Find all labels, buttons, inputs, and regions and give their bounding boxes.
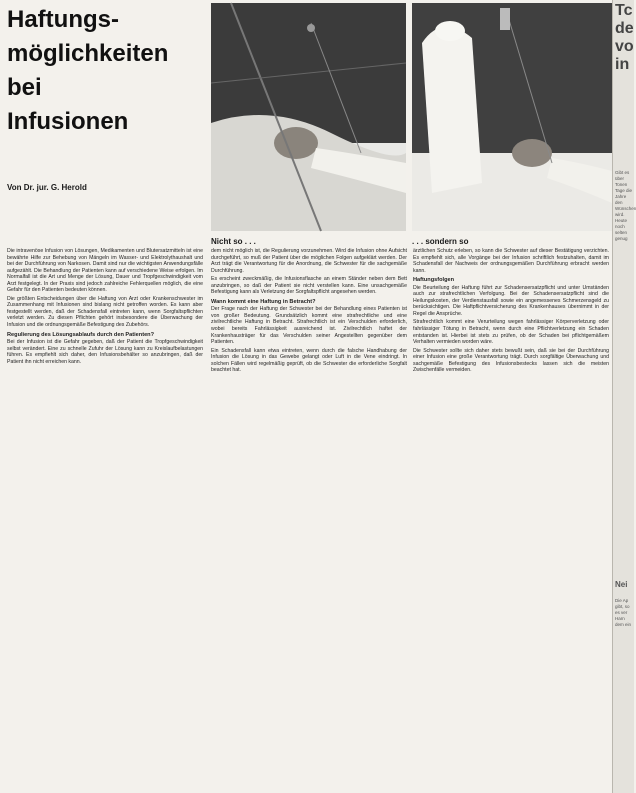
adjacent-snippet: Gibt es über Tonen Tage die Jahre den Wünschen wird. Heute noch selten genug (615, 170, 636, 241)
column-1 (7, 248, 203, 367)
col3-paragraph: ärztlichen Schutz erleben, so kann die Schwester auf dieser Bestätigung verzichten. Es empfiehlt sich, alle Vorgänge bei der Infusion schriftlich festzuhalten, damit im Schadensfall der Nachweis der ordnungsgemäßen Durchführung erbracht werden kann. (413, 248, 609, 274)
col1-paragraph: Die intravenöse Infusion von Lösungen, Medikamenten und Blutersatzmitteln ist eine bewährte Hilfe zur Behebung von Mängeln im Wasser- und Elektrolythaushalt und bei der Durchführung von Narkosen. Damit sind nur die wichtigsten Anwendungsfälle aufgezählt. Die Behandlung der Patienten kann auf verschiedene Weise erfolgen. Im Normalfall ist die Art und Menge der Lösung, Dauer und Tropfgeschwindigkeit vom Arzt festgelegt. In der Praxis sind jedoch zahlreiche Fehlerquellen möglich, die eine Gefahr für den Patienten bedeuten können. (7, 248, 203, 294)
adjacent-heading: Tc de vo in (615, 2, 634, 73)
photo-not-so-image (211, 3, 406, 231)
caption-not-so: Nicht so . . . (211, 237, 256, 246)
photo-not-so (211, 3, 406, 231)
photo-but-so (412, 3, 612, 231)
column-3 (413, 248, 609, 376)
col2-paragraph: Ein Schadensfall kann etwa eintreten, wenn durch die falsche Handhabung der Infusion die Lösung in das Gewebe gelangt oder Luft in die Vene eindringt. In solchen Fällen wird regelmäßig geprüft, ob die Schwester die erforderliche Sorgfalt beachtet hat. (211, 347, 407, 374)
col3-heading: Haftungsfolgen (413, 277, 455, 284)
adjacent-snippet-2: Die Ap gibt, so es ver Harn dem ein (615, 598, 632, 627)
adjacent-page-edge (612, 0, 634, 793)
col3-paragraph: Die Beurteilung der Haftung führt zur Schadensersatzpflicht und unter Umständen auch zur strafrechtlichen Verfolgung. Bei der Schadensersatzpflicht sind die Heilungskosten, der Verdienstausfall sowie ein angemessenes Schmerzensgeld zu berücksichtigen. Die Haftpflichtversicherung des Krankenhauses übernimmt in der Regel die Ansprüche. (413, 284, 609, 317)
photo-but-so-image (412, 3, 612, 231)
col2-paragraph: Es erscheint zweckmäßig, die Infusionsflasche an einem Ständer neben dem Bett anzubringen, so daß der Patient sie nicht verstellen kann. Eine unsachgemäße Befestigung kann als Verletzung der Sorgfaltspflicht angesehen werden. (211, 276, 407, 296)
col3-paragraph: Strafrechtlich kommt eine Verurteilung wegen fahrlässiger Körperverletzung oder fahrlässiger Tötung in Betracht, wenn durch eine Pflichtverletzung ein Schaden entstanden ist. Hierbei ist stets zu prüfen, ob der Schaden bei pflichtgemäßem Verhalten vermieden worden wäre. (413, 319, 609, 346)
col1-paragraph: Die größten Entscheidungen über die Haftung von Arzt oder Krankenschwester im Zusammenhang mit Infusionen sind bislang nicht getroffen worden. Es kann aber festgestellt werden, daß der Schadensfall eintreten kann, wenn Sorgfaltspflichten verletzt werden. Zu diesen Pflichten gehört insbesondere die Überwachung der Infusion und die ordnungsgemäße Befestigung des Zubehörs. (7, 295, 203, 329)
caption-but-so: . . . sondern so (412, 237, 469, 246)
col2-paragraph: Der Frage nach der Haftung der Schwester bei der Behandlung eines Patienten ist von großer Bedeutung. Grundsätzlich kommt eine strafrechtliche und eine zivilrechtliche Haftung in Betracht. Strafrechtlich ist ein Verschulden erforderlich, wobei bereits Fahrlässigkeit ausreichend ist. Zivilrechtlich haftet der Krankenhausträger für das Verschulden seiner Angestellten gegenüber dem Patienten. (211, 306, 407, 346)
col1-paragraph: Bei der Infusion ist die Gefahr gegeben, daß der Patient die Tropfgeschwindigkeit selbst verändert. Eine zu schnelle Zufuhr der Lösung kann zu Kreislaufbelastungen führen. Es empfiehlt sich daher, den Infusionsbehälter so anzubringen, daß der Patient ihn nicht erreichen kann. (7, 339, 203, 365)
col1-heading: Regulierung des Lösungsablaufs durch den Patienten? (7, 331, 155, 338)
article-author: Von Dr. jur. G. Herold (7, 183, 87, 192)
column-2 (211, 248, 407, 376)
article-title: Haftungs- möglichkeiten bei Infusionen (7, 6, 169, 135)
col2-paragraph: dem nicht möglich ist, die Regulierung vorzunehmen. Wird die Infusion ohne Aufsicht durchgeführt, so muß der Patient über die möglichen Folgen aufgeklärt werden. Der Arzt trägt die Verantwortung für die Anordnung, die Schwester für die sachgemäße Durchführung. (211, 248, 407, 274)
col2-heading: Wann kommt eine Haftung in Betracht? (211, 298, 316, 305)
col3-paragraph: Die Schwester sollte sich daher stets bewußt sein, daß sie bei der Durchführung einer Infusion eine große Verantwortung trägt. Durch sorgfältige Überwachung und sachgemäße Befestigung des Infusionsbestecks lassen sich die meisten Zwischenfälle vermeiden. (413, 347, 609, 374)
adjacent-subheading: Nei (615, 580, 628, 589)
